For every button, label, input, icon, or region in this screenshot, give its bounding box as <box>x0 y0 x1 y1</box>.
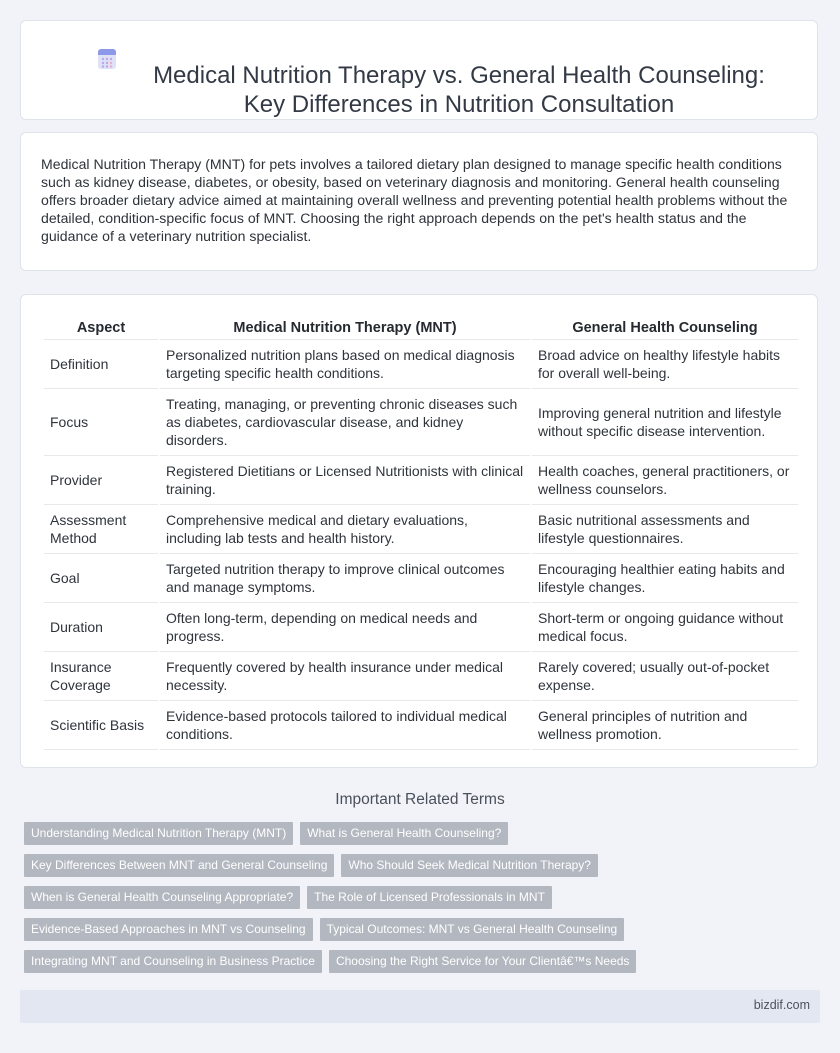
cell-general: Short-term or ongoing guidance without medical focus. <box>532 603 798 652</box>
title-card <box>20 20 818 120</box>
header-general: General Health Counseling <box>532 315 798 340</box>
related-term-tag[interactable]: Integrating MNT and Counseling in Business Practice <box>24 950 322 973</box>
tag-row <box>24 886 804 918</box>
cell-mnt: Evidence-based protocols tailored to individual medical conditions. <box>160 701 530 750</box>
tag-row <box>24 854 804 886</box>
cell-aspect: Assessment Method <box>44 505 158 554</box>
table-header-row <box>44 315 798 340</box>
cell-general: Basic nutritional assessments and lifestyle questionnaires. <box>532 505 798 554</box>
cell-general: Rarely covered; usually out-of-pocket expense. <box>532 652 798 701</box>
table-row <box>44 389 798 456</box>
cell-mnt: Comprehensive medical and dietary evaluations, including lab tests and health history. <box>160 505 530 554</box>
cell-mnt: Frequently covered by health insurance under medical necessity. <box>160 652 530 701</box>
cell-mnt: Treating, managing, or preventing chronic diseases such as diabetes, cardiovascular disease, and kidney disorders. <box>160 389 530 456</box>
intro-card <box>20 132 818 271</box>
cell-mnt: Personalized nutrition plans based on medical diagnosis targeting specific health conditions. <box>160 340 530 389</box>
page-title: Medical Nutrition Therapy vs. General Health Counseling: Key Differences in Nutrition Consultation <box>153 62 765 118</box>
comparison-table <box>42 315 800 750</box>
cell-general: Improving general nutrition and lifestyle without specific disease intervention. <box>532 389 798 456</box>
tag-row <box>24 950 804 982</box>
cell-aspect: Focus <box>44 389 158 456</box>
calculator-icon <box>95 47 119 71</box>
related-term-tag[interactable]: Typical Outcomes: MNT vs General Health Counseling <box>320 918 625 941</box>
table-row <box>44 701 798 750</box>
cell-general: Broad advice on healthy lifestyle habits for overall well-being. <box>532 340 798 389</box>
cell-aspect: Scientific Basis <box>44 701 158 750</box>
cell-mnt: Often long-term, depending on medical needs and progress. <box>160 603 530 652</box>
table-row <box>44 340 798 389</box>
cell-mnt: Registered Dietitians or Licensed Nutritionists with clinical training. <box>160 456 530 505</box>
cell-mnt: Targeted nutrition therapy to improve clinical outcomes and manage symptoms. <box>160 554 530 603</box>
cell-general: Encouraging healthier eating habits and lifestyle changes. <box>532 554 798 603</box>
comparison-card <box>20 294 818 768</box>
related-terms-title: Important Related Terms <box>335 791 505 808</box>
related-term-tag[interactable]: Evidence-Based Approaches in MNT vs Counseling <box>24 918 313 941</box>
related-term-tag[interactable]: What is General Health Counseling? <box>300 822 508 845</box>
table-row <box>44 603 798 652</box>
table-row <box>44 652 798 701</box>
footer <box>20 990 820 1023</box>
related-term-tag[interactable]: Key Differences Between MNT and General Counseling <box>24 854 334 877</box>
table-row <box>44 505 798 554</box>
related-term-tag[interactable]: Understanding Medical Nutrition Therapy (MNT) <box>24 822 293 845</box>
header-mnt: Medical Nutrition Therapy (MNT) <box>160 315 530 340</box>
footer-brand[interactable]: bizdif.com <box>753 998 810 1012</box>
cell-general: General principles of nutrition and wellness promotion. <box>532 701 798 750</box>
header-aspect: Aspect <box>44 315 158 340</box>
cell-general: Health coaches, general practitioners, or wellness counselors. <box>532 456 798 505</box>
cell-aspect: Definition <box>44 340 158 389</box>
related-term-tag[interactable]: Who Should Seek Medical Nutrition Therapy? <box>341 854 598 877</box>
intro-paragraph: Medical Nutrition Therapy (MNT) for pets involves a tailored dietary plan designed to manage specific health conditions such as kidney disease, diabetes, or obesity, based on veterinary diagnosis and monitoring. General health counseling offers broader dietary advice aimed at maintaining overall wellness and preventing potential health problems without the detailed, condition-specific focus of MNT. Choosing the right approach depends on the pet's health status and the guidance of a veterinary nutrition specialist. <box>41 156 788 244</box>
related-terms-list <box>24 822 804 982</box>
tag-row <box>24 822 804 854</box>
table-row <box>44 456 798 505</box>
related-term-tag[interactable]: Choosing the Right Service for Your Clientâ€™s Needs <box>329 950 637 973</box>
related-term-tag[interactable]: The Role of Licensed Professionals in MNT <box>307 886 552 909</box>
tag-row <box>24 918 804 950</box>
table-row <box>44 554 798 603</box>
cell-aspect: Goal <box>44 554 158 603</box>
cell-aspect: Duration <box>44 603 158 652</box>
cell-aspect: Provider <box>44 456 158 505</box>
related-term-tag[interactable]: When is General Health Counseling Appropriate? <box>24 886 300 909</box>
cell-aspect: Insurance Coverage <box>44 652 158 701</box>
